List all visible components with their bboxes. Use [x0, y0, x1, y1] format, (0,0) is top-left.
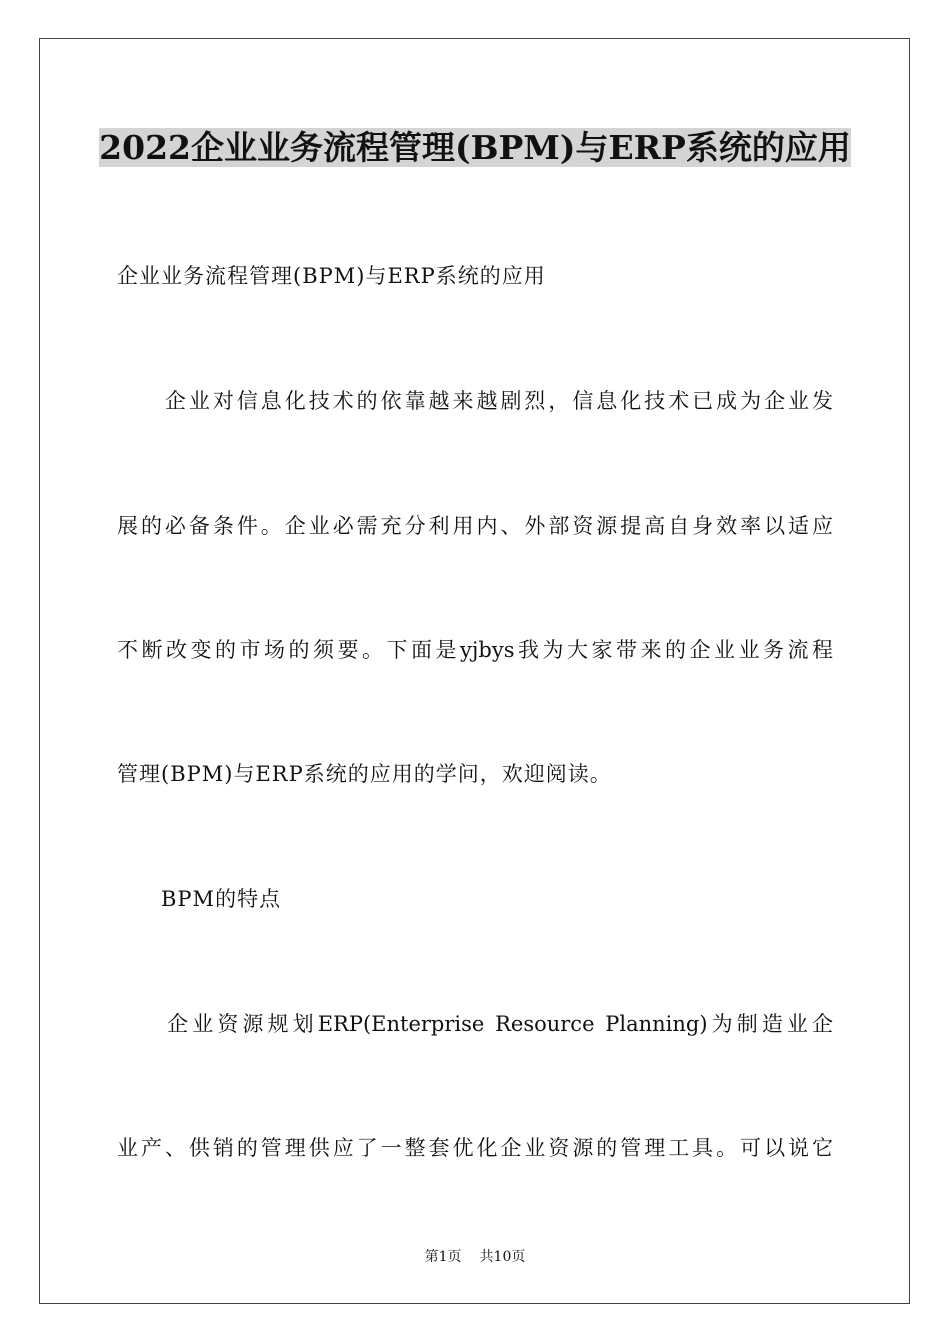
paragraph-2-line-2: 业产、供销的管理供应了一整套优化企业资源的管理工具。可以说它 — [117, 1136, 833, 1160]
page-number: 第1页 — [424, 1249, 462, 1265]
paragraph-1-line-2: 展的必备条件。企业必需充分利用内、外部资源提高自身效率以适应 — [117, 514, 833, 538]
page-frame — [39, 38, 910, 1304]
section-heading-bpm-features: BPM的特点 — [117, 887, 282, 911]
document-subtitle: 企业业务流程管理(BPM)与ERP系统的应用 — [117, 264, 546, 288]
paragraph-1-line-1: 企业对信息化技术的依靠越来越剧烈，信息化技术已成为企业发 — [117, 389, 833, 413]
paragraph-1-line-3: 不断改变的市场的须要。下面是yjbys我为大家带来的企业业务流程 — [117, 638, 833, 662]
paragraph-1-line-4: 管理(BPM)与ERP系统的应用的学问，欢迎阅读。 — [117, 762, 612, 786]
page-total: 共10页 — [479, 1249, 526, 1265]
document-title: 2022企业业务流程管理(BPM)与ERP系统的应用 — [99, 128, 851, 167]
page-footer — [0, 1246, 950, 1266]
paragraph-2-line-1: 企业资源规划ERP(Enterprise Resource Planning)为制造业企 — [117, 1012, 833, 1036]
